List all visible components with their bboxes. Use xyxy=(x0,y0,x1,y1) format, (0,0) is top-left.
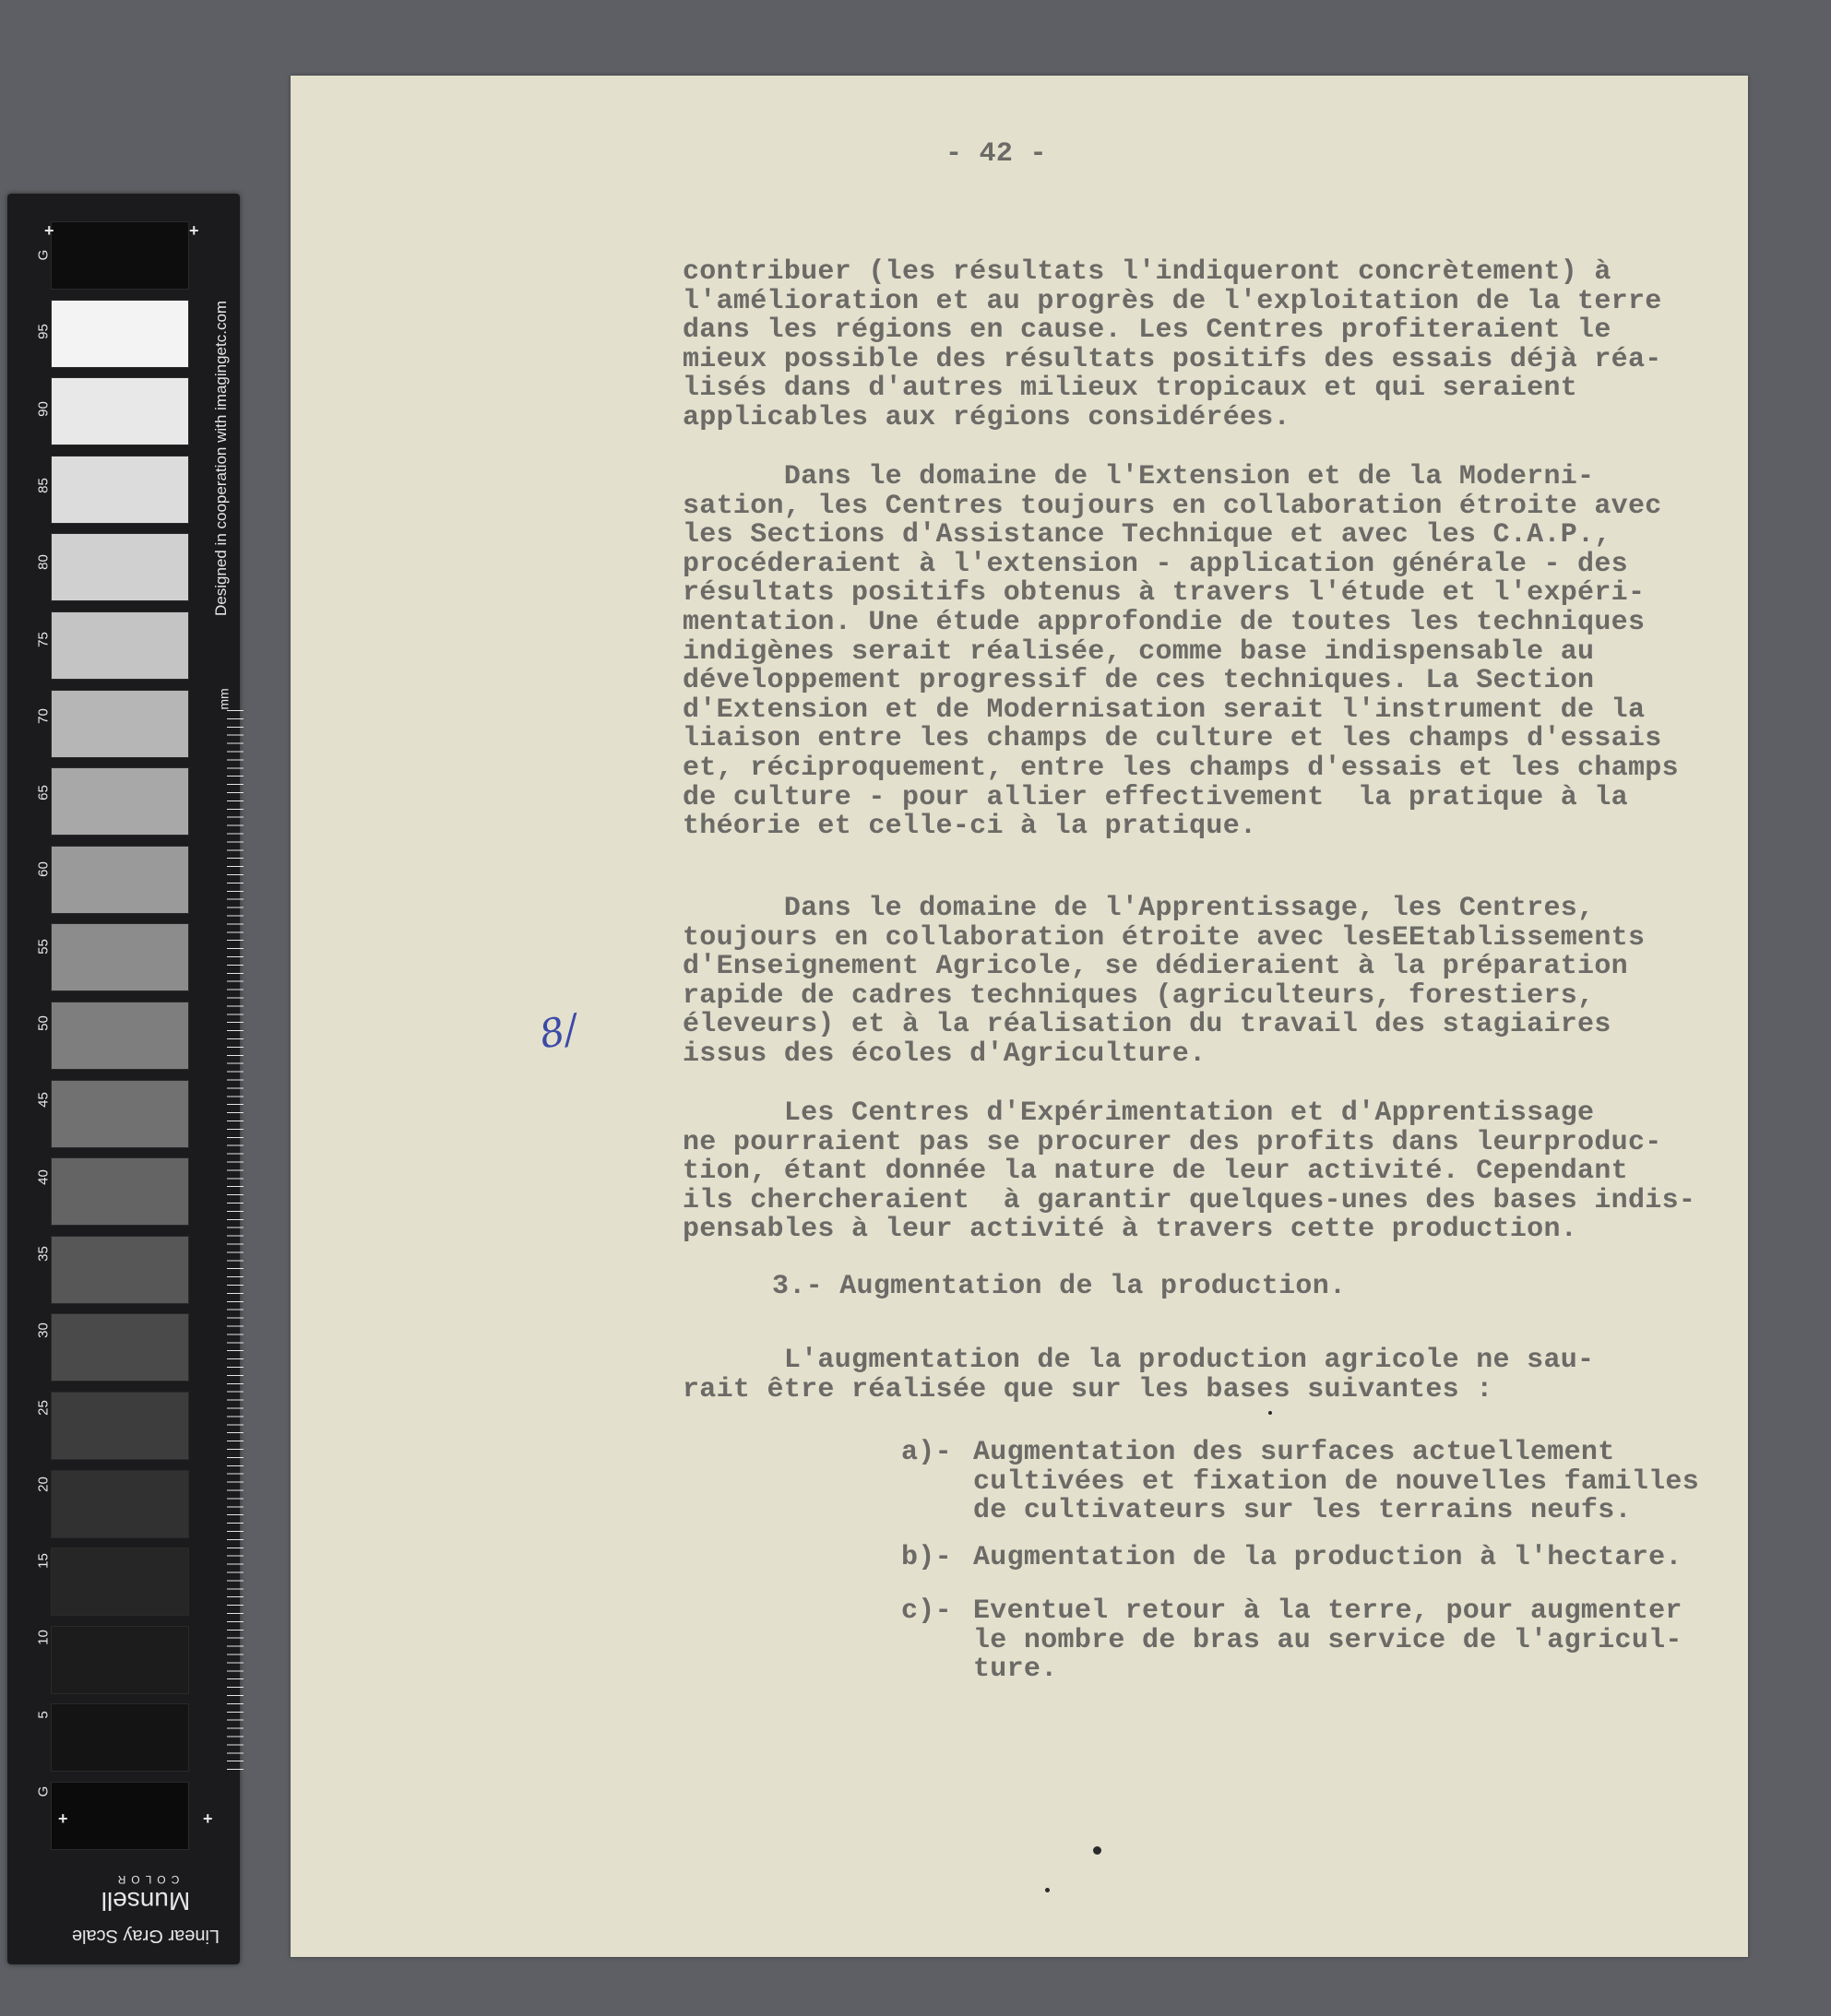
gray-step-label: 75 xyxy=(35,631,52,647)
mm-ruler xyxy=(227,710,244,1771)
gray-patch xyxy=(51,1002,189,1070)
gray-patch xyxy=(51,1470,189,1538)
plus-mark-icon: + xyxy=(189,221,199,240)
page-number: - 42 - xyxy=(945,138,1047,170)
gray-patch xyxy=(51,1157,189,1226)
gray-step-label: 40 xyxy=(35,1168,52,1185)
card-brand xyxy=(54,1873,238,1946)
gray-patch xyxy=(51,300,189,368)
list-label: b)- xyxy=(901,1542,952,1573)
list-label: c)- xyxy=(901,1595,952,1627)
ruler-unit: mm xyxy=(216,688,232,710)
brand-sub: COLOR xyxy=(112,1873,180,1886)
list-text: Augmentation des surfaces actuellement cultivées et fixation de nouvelles familles de cultivateurs sur les terrains neufs. xyxy=(973,1437,1700,1527)
gray-patch xyxy=(51,377,189,445)
gray-step-label: 10 xyxy=(35,1630,52,1646)
gray-patch xyxy=(51,1080,189,1148)
plus-mark-icon: + xyxy=(44,221,54,240)
list-text: Augmentation de la production à l'hectare. xyxy=(973,1542,1682,1573)
gray-patch xyxy=(51,1703,189,1772)
gray-step-label: G xyxy=(35,249,52,261)
gray-step-label: 60 xyxy=(35,861,52,878)
gray-patch xyxy=(51,1313,189,1382)
gray-patch xyxy=(51,533,189,601)
gray-step-label: 55 xyxy=(35,938,52,955)
ink-spot xyxy=(1045,1888,1050,1892)
list-label: a)- xyxy=(901,1437,952,1468)
gray-step-label: G xyxy=(35,1785,52,1797)
gray-patch xyxy=(51,221,189,290)
plus-mark-icon: + xyxy=(58,1809,68,1828)
gray-patch xyxy=(51,456,189,524)
document-page xyxy=(291,76,1748,1957)
gray-patch xyxy=(51,1548,189,1616)
gray-patch xyxy=(51,690,189,758)
gray-step-label: 5 xyxy=(35,1711,52,1719)
section-heading: 3.- Augmentation de la production. xyxy=(772,1271,1347,1302)
gray-patch xyxy=(51,846,189,914)
gray-patch xyxy=(51,767,189,836)
gray-step-label: 45 xyxy=(35,1092,52,1109)
scale-name: Linear Gray Scale xyxy=(71,1926,220,1946)
gray-step-label: 95 xyxy=(35,324,52,340)
ink-spot xyxy=(1093,1846,1101,1855)
gray-scale-card xyxy=(7,194,240,1964)
paragraph-4: Les Centres d'Expérimentation et d'Apprentissage ne pourraient pas se procurer des profits dans leurproduc- tion, étant donnée la nature de leur activité. Cependant ils chercheraient à garantir quelques-unes des bases indis- pensables à leur activité à travers cette production. xyxy=(683,1097,1696,1246)
gray-patch xyxy=(51,611,189,680)
gray-step-label: 35 xyxy=(35,1246,52,1262)
gray-step-label: 80 xyxy=(35,554,52,571)
gray-step-label: 20 xyxy=(35,1476,52,1492)
paragraph-3: Dans le domaine de l'Apprentissage, les Centres, toujours en collaboration étroite avec lesEEtablissements d'Enseignement Agricole, se dédieraient à la préparation rapide de cadres techniques (agriculteurs, forestiers, éleveurs) et à la réalisation du travail des stagiaires issus des écoles d'Agriculture. xyxy=(683,893,1646,1070)
gray-patch xyxy=(51,1626,189,1694)
plus-mark-icon: + xyxy=(203,1809,213,1828)
gray-step-label: 30 xyxy=(35,1322,52,1339)
gray-patch xyxy=(51,1392,189,1460)
paragraph-2: Dans le domaine de l'Extension et de la Moderni- sation, les Centres toujours en collaboration étroite avec les Sections d'Assistance Technique et avec les C.A.P., procéderaient à l'extension - application générale - des résultats positifs obtenus à travers l'étude et l'expéri- mentation. Une étude approfondie de toutes les techniques indigènes serait réalisée, comme base indispensable au développement progressif de ces techniques. La Section d'Extension et de Modernisation serait l'instrument de la liaison entre les champs de culture et les champs d'essais et, réciproquement, entre les champs d'essais et les champs de culture - pour allier effectivement la pratique à la théorie et celle-ci à la pratique. xyxy=(683,461,1679,843)
gray-patch xyxy=(51,923,189,991)
ink-spot xyxy=(1268,1411,1272,1415)
brand-name: Munsell xyxy=(101,1887,191,1915)
card-credit: Designed in cooperation with imagingetc.com xyxy=(212,300,230,616)
gray-step-label: 85 xyxy=(35,478,52,493)
margin-annotation: 8/ xyxy=(535,1005,582,1058)
intro-paragraph: L'augmentation de la production agricole ne sau- rait être réalisée que sur les bases suivantes : xyxy=(683,1345,1595,1405)
gray-step-label: 70 xyxy=(35,707,52,724)
gray-patch xyxy=(51,1782,189,1850)
gray-step-label: 50 xyxy=(35,1015,52,1031)
gray-patch xyxy=(51,1236,189,1304)
paragraph-1: contribuer (les résultats l'indiqueront concrètement) à l'amélioration et au progrès de l'exploitation de la terre dans les régions en cause. Les Centres profiteraient le mieux possible des résultats positifs des essais déjà réa- lisés dans d'autres milieux tropicaux et qui seraient applicables aux régions considérées. xyxy=(683,256,1662,433)
gray-step-label: 90 xyxy=(35,400,52,417)
gray-step-label: 15 xyxy=(35,1553,52,1569)
gray-step-label: 25 xyxy=(35,1399,52,1416)
gray-patches xyxy=(51,221,201,1859)
list-text: Eventuel retour à la terre, pour augmenter le nombre de bras au service de l'agricul- ture. xyxy=(973,1595,1682,1686)
gray-step-label: 65 xyxy=(35,785,52,800)
